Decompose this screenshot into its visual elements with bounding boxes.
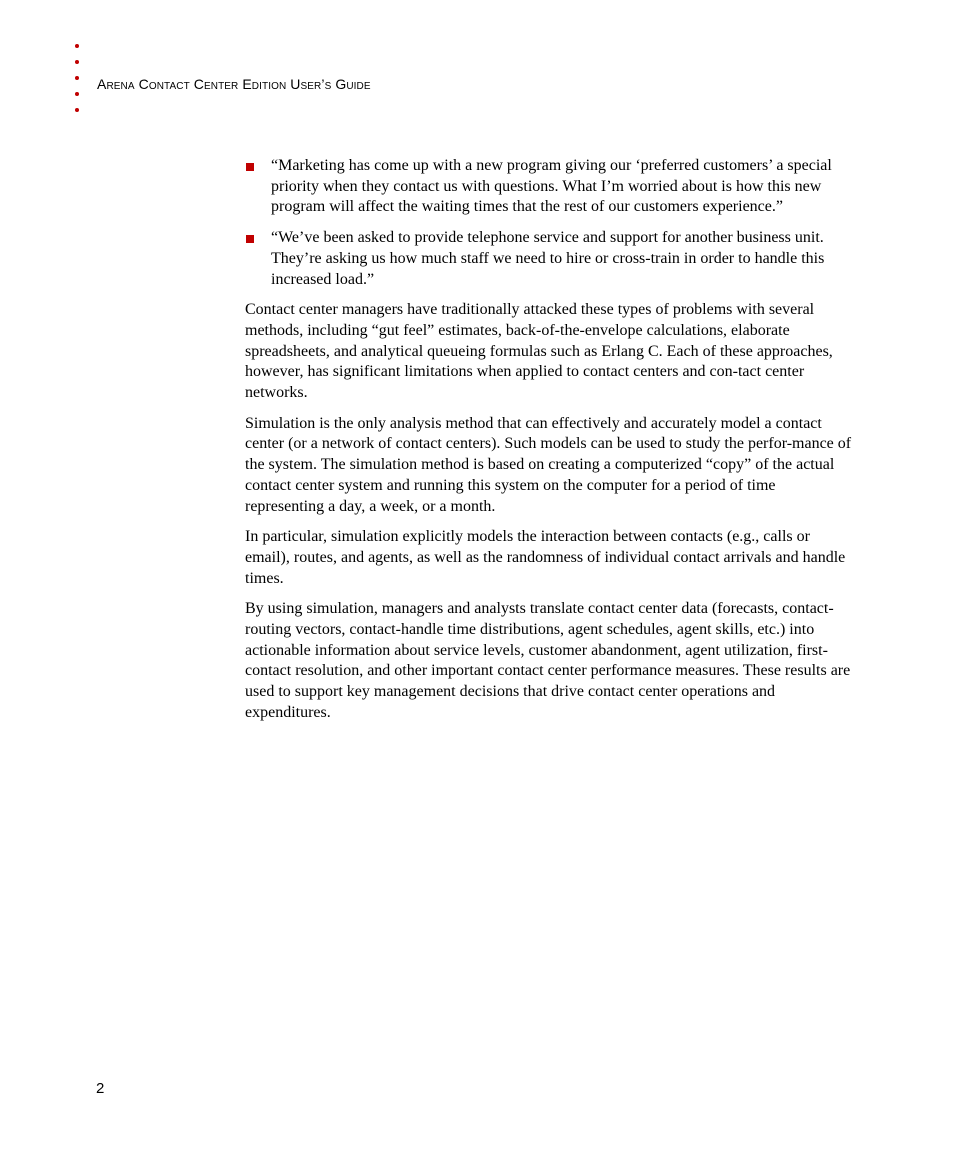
- page-content: [245, 156, 857, 734]
- margin-dot-5: [75, 108, 79, 112]
- margin-dot-4: [75, 92, 79, 96]
- bullet-text: “We’ve been asked to provide telephone service and support for another business unit. They’re asking us how much staff we need to hire or cross-train in order to handle this increased load.”: [271, 229, 825, 288]
- margin-dot-1: [75, 44, 79, 48]
- margin-dot-2: [75, 60, 79, 64]
- paragraph-simulation-benefits: By using simulation, managers and analysts translate contact center data (forecasts, contact-routing vectors, contact-handle time distributions, agent schedules, agent skills, etc.) into actionable information about service levels, customer abandonment, agent utilization, first-contact resolution, and other important contact center performance measures. These results are used to support key management decisions that drive contact center operations and expenditures.: [245, 600, 851, 721]
- paragraph-traditional-methods: Contact center managers have traditionally attacked these types of problems with several methods, including “gut feel” estimates, back-of-the-envelope calculations, elaborate spreadsheets, and analytical queueing formulas such as Erlang C. Each of these approaches, however, has significant limitations when applied to contact centers and con-tact center networks.: [245, 301, 833, 402]
- page-number: 2: [96, 1080, 105, 1097]
- paragraph-simulation-method: Simulation is the only analysis method that can effectively and accurately model a contact center (or a network of contact centers). Such models can be used to study the perfor-mance of the system. The simulation method is based on creating a computerized “copy” of the actual contact center system and running this system on the computer for a period of time representing a day, a week, or a month.: [245, 414, 852, 515]
- bullet-text: “Marketing has come up with a new program giving our ‘preferred customers’ a special priority when they contact us with questions. What I’m worried about is how this new program will affect the waiting times that the rest of our customers experience.”: [271, 157, 832, 216]
- running-header: Arena Contact Center Edition User’s Guide: [97, 76, 371, 92]
- square-bullet-icon: [246, 163, 254, 171]
- paragraph-simulation-models: In particular, simulation explicitly models the interaction between contacts (e.g., calls or email), routes, and agents, as well as the randomness of individual contact arrivals and handle times.: [245, 528, 846, 587]
- square-bullet-icon: [246, 235, 254, 243]
- list-item: [245, 228, 857, 290]
- list-item: [245, 156, 857, 218]
- margin-dots: [72, 44, 86, 124]
- margin-dot-3: [75, 76, 79, 80]
- bullet-list: [245, 156, 857, 290]
